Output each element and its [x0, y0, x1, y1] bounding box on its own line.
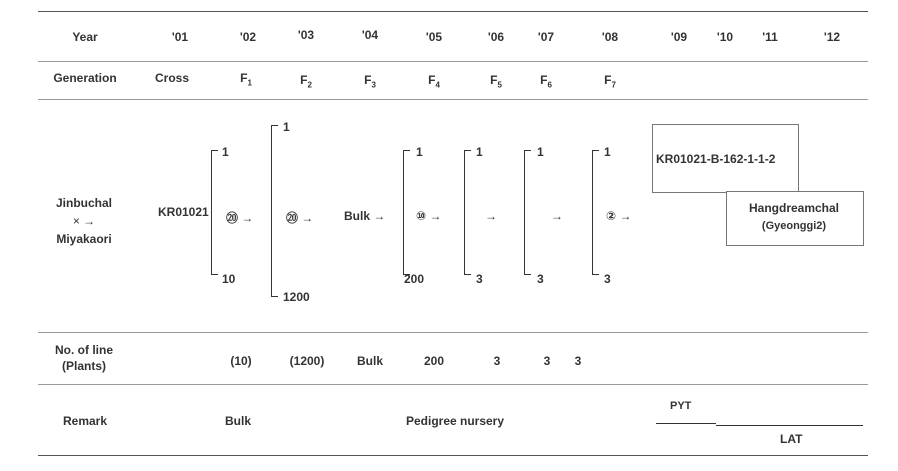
lines-label — [55, 342, 113, 374]
year-11: '11 — [762, 30, 778, 44]
lines-value-08: 3 — [574, 354, 582, 368]
year-04: '04 — [361, 28, 379, 42]
year-10: '10 — [716, 30, 734, 44]
bracket-1 — [211, 150, 218, 275]
bracket-2-top: 1 — [283, 120, 290, 134]
year-09: '09 — [670, 30, 688, 44]
bracket-5-bottom: 3 — [537, 272, 544, 286]
rule-after-lines — [38, 384, 868, 385]
generation-f7: $F_7$ — [604, 73, 616, 90]
bracket-2-bottom: 1200 — [283, 290, 310, 304]
lines-label-2: (Plants) — [61, 359, 106, 373]
bulk-step: Bulk → — [344, 209, 386, 223]
bracket-3-marker: ⑩ → — [416, 209, 442, 223]
cultivar-label — [749, 199, 839, 235]
rule-after-generation — [38, 99, 868, 100]
bracket-6-marker: ② → — [606, 209, 632, 223]
year-02: '02 — [239, 30, 257, 44]
bracket-3-top: 1 — [416, 145, 423, 159]
bracket-6 — [592, 150, 599, 275]
bracket-1-marker: ⑳ → — [226, 211, 254, 225]
generation-f4: $F_4$ — [428, 73, 440, 90]
remark-lat-line — [716, 425, 863, 426]
bracket-3-bottom: 200 — [404, 272, 425, 286]
bracket-2-marker: ⑳ → — [286, 211, 314, 225]
generation-cross: Cross — [154, 71, 190, 85]
bracket-1-bottom: 10 — [222, 272, 236, 286]
bracket-5 — [524, 150, 531, 275]
rule-top — [38, 11, 868, 12]
remark-label: Remark — [62, 414, 108, 428]
cross-parents — [56, 194, 112, 248]
cultivar-name: Hangdreamchal — [748, 201, 840, 215]
cross-symbol: × → — [72, 214, 96, 228]
bracket-4 — [464, 150, 471, 275]
year-08: '08 — [601, 30, 619, 44]
bracket-3 — [403, 150, 410, 275]
rule-bottom — [38, 455, 868, 456]
parent2-label: Miyakaori — [56, 232, 112, 246]
year-07: '07 — [537, 30, 555, 44]
generation-f3: $F_3$ — [364, 73, 376, 90]
parent1-label: Jinbuchal — [55, 196, 113, 210]
lines-value-03: (1200) — [289, 354, 325, 368]
year-12: '12 — [823, 30, 841, 44]
generation-f2: $F_2$ — [300, 73, 312, 90]
bracket-1-top: 1 — [222, 145, 229, 159]
remark-lat: LAT — [780, 432, 803, 446]
rule-after-year — [38, 61, 868, 62]
bracket-6-bottom: 3 — [604, 272, 611, 286]
lines-value-04: Bulk — [356, 354, 384, 368]
year-03: '03 — [297, 28, 315, 42]
selected-line-label: KR01021-B-162-1-1-2 — [656, 152, 776, 166]
lines-value-05: 200 — [423, 354, 445, 368]
generation-f5: $F_5$ — [490, 73, 502, 90]
bracket-4-top: 1 — [476, 145, 483, 159]
bracket-6-top: 1 — [604, 145, 611, 159]
remark-bulk: Bulk — [224, 414, 252, 428]
year-05: '05 — [425, 30, 443, 44]
cultivar-origin: (Gyeonggi2) — [761, 220, 827, 232]
year-label: Year — [72, 30, 98, 44]
rule-after-diagram — [38, 332, 868, 333]
lines-label-1: No. of line — [55, 343, 113, 357]
generation-f1: $F_1$ — [240, 71, 252, 88]
generation-label: Generation — [53, 71, 117, 85]
remark-pyt-line — [656, 423, 716, 424]
bracket-4-bottom: 3 — [476, 272, 483, 286]
bracket-5-marker: → — [551, 209, 563, 223]
year-01: '01 — [171, 30, 189, 44]
cross-line-name: KR01021 — [158, 205, 209, 219]
remark-pedigree: Pedigree nursery — [405, 414, 505, 428]
lines-value-02: (10) — [230, 354, 252, 368]
generation-f6: $F_6$ — [540, 73, 552, 90]
lines-value-07: 3 — [543, 354, 551, 368]
remark-pyt: PYT — [670, 400, 692, 412]
bracket-5-top: 1 — [537, 145, 544, 159]
year-06: '06 — [487, 30, 505, 44]
bracket-2 — [271, 125, 278, 297]
bracket-4-marker: → — [485, 209, 497, 223]
lines-value-06: 3 — [493, 354, 501, 368]
